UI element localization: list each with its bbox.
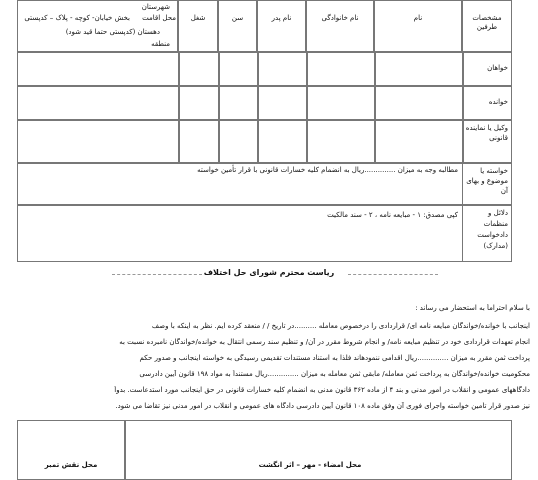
title-dotted-left [112,274,202,275]
col-line-3 [306,52,308,163]
signature-label: محل امضاء - مهر – اثر انگشت [258,461,362,469]
label-claim: خواسته یا موضوع و بهای آن [466,167,508,195]
header-father: نام پدر [271,14,292,22]
signature-box [125,420,512,480]
cell-age-header [218,0,257,52]
header-address-postal: دهستان (کدپستی حتما قید شود) [65,28,160,36]
letter-line-5: دادگاههای عمومی و انقلاب در امور مدنی و بند ۴ از ماده ۳۶۲ قانون مدنی به انضمام کلیه خسارات قانونی در حق اینجانب مورد استدعاست. بدواً [114,386,530,394]
label-plaintiff: خواهان [487,64,508,72]
col-line-4 [257,52,259,163]
header-address-city: شهرستان [141,3,170,11]
stamp-label: محل نقش تمبر [44,461,98,469]
label-defendant: خوانده [488,98,508,106]
header-address-title: محل اقامت [142,14,176,22]
header-specs: مشخصات طرفین [472,14,502,31]
cell-name-header [374,0,462,52]
col-line-2 [374,52,376,163]
letter-line-4: محکومیت خوانده/خواندگان به پرداخت ثمن معامله/ مابقی ثمن معامله به میزان ..............ریال مستنداً به مواد ۱۹۸ قانون آیین دادرسی [139,370,530,378]
header-address-region: منطقه [151,40,170,48]
label-evidence: دلائل و منظمات دادخواست (مدارک) [477,209,508,250]
stamp-box [17,420,125,480]
header-job: شغل [190,14,206,22]
letter-line-1: اینجانب با خوانده/خواندگان مبایعه نامه ای/ قراردادی را درخصوص معامله ..........در تاریخ / / منعقد کرده ایم. نظر به اینکه با وصف [151,322,530,330]
letter-greeting: با سلام احتراماً به استحضار می رساند : [415,304,530,312]
row-plaintiff [17,52,512,86]
row-attorney [17,120,512,163]
title-dotted-right [348,274,438,275]
col-line-5 [218,52,220,163]
header-age: سن [231,14,244,22]
header-address-street: بخش خیابان- کوچه - پلاک – کدپستی [24,14,130,22]
cell-family-header [306,0,374,52]
claim-text: مطالبه وجه به میزان ..............ریال به انضمام کلیه خسارات قانونی با قرار تأمین خواسته [197,166,458,174]
cell-father-header [257,0,306,52]
letter-title: ریاست محترم شورای حل اختلاف [203,268,335,277]
evidence-text: کپی مصدق: ۱ - مبایعه نامه ، ۲ - سند مالکیت [327,211,458,219]
header-family: نام خانوادگی [321,14,359,22]
header-name: نام [413,14,423,22]
row-defendant [17,86,512,120]
letter-line-2: انجام تعهدات قراردادی خود در تنظیم مبایعه نامه/ و انجام شروط مقرر در آن/ و تنظیم سند رسمی انتقال به خوانده/خواندگان نامبرده نسبت به [119,338,530,346]
label-attorney: وکیل یا نماینده قانونی [465,124,508,142]
cell-job-header [178,0,218,52]
letter-line-3: پرداخت ثمن مقرر به میزان ..............ریال اقدامی ننمودهاند فلذا به استناد مستندات تقدیمی رسیدگی به خواسته اینجانب و صدور حکم [139,354,530,362]
col-line-6 [178,52,180,163]
letter-line-6: نیز صدور قرار تأمین خواسته واجرای فوری آن وفق ماده ۱۰۸ قانون آیین دادرسی دادگاه های عمومی و انقلاب در امور مدنی نیز تقاضا می شود. [115,402,530,410]
